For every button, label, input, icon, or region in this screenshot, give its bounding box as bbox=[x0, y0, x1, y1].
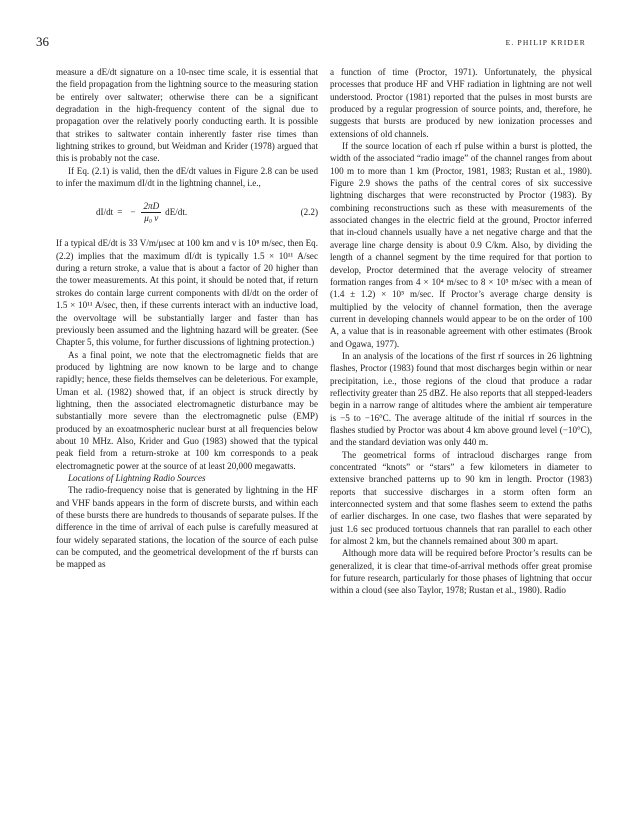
equation-rest: dE/dt. bbox=[165, 207, 188, 218]
equation-2-2 bbox=[56, 198, 318, 226]
right-paragraph-1: a function of time (Proctor, 1971). Unfortunately, the physical processes that produce HF and VHF radiation in lightning are not well understood. Proctor (1981) reported that the pulses in most bursts are produced by a regular progression of source points, and, therefore, he suggests that bursts are produced by new ionization processes and extensions of old channels. bbox=[330, 67, 592, 139]
equation-equals: = bbox=[117, 207, 123, 218]
left-column bbox=[56, 66, 318, 571]
left-paragraph-1: measure a dE/dt signature on a 10-nsec time scale, it is essential that the field propagation from the lightning source to the measuring station be entirely over saltwater; otherwise there can be a significant degradation in the high-frequency content of the signal due to propagation over the relatively poorly conducting earth. It is possible that strikes to saltwater contain inherently faster rise times than lightning strikes to ground, but Weidman and Krider (1978) argued that this is probably not the case. bbox=[56, 67, 318, 164]
right-paragraph-3: In an analysis of the locations of the first rf sources in 26 lightning flashes, Proctor (1983) found that most discharges begin within or near precipitation, i.e., those regions of the cloud that produce a radar reflectivity greater than 25 dBZ. He also reports that all stepped-leaders begin in a narrow range of altitudes where the ambient air temperature is −5 to −16°C. The average altitude of the initial rf sources in the flashes studied by Proctor was about 4 km above ground level (−10°C), and the standard deviation was only 440 m. bbox=[330, 350, 592, 448]
section-heading: Locations of Lightning Radio Sources bbox=[68, 472, 206, 483]
page-number: 36 bbox=[36, 34, 49, 49]
equation-number: (2.2) bbox=[300, 207, 318, 218]
equation-minus: − bbox=[130, 207, 136, 218]
left-paragraph-5: The radio-frequency noise that is generated by lightning in the HF and VHF bands appears in the form of discrete bursts, and within each of these bursts there are hundreds to thousands of separate pulses. If the difference in the time of arrival of each pulse is carefully measured at four widely separated stations, the location of the source of each pulse can be computed, and the geometrical development of the rf bursts can be mapped as bbox=[56, 485, 318, 570]
left-paragraph-3: If a typical dE/dt is 33 V/m/μsec at 100 km and v is 10⁸ m/sec, then Eq. (2.2) implies that the maximum dI/dt is typically 1.5 × 10¹¹ A/sec during a return stroke, a value that is about a factor of 20 higher than the tower measurements. At this point, it should be noted that, if return strokes do contain large current components with dI/dt on the order of 1.5 × 10¹¹ A/sec, then, if these currents interact with an inductive load, the overvoltage will be substantially larger and faster than has previously been assumed and the lightning hazard will be greater. (See Chapter 5, this volume, for further discussions of lightning protection.) bbox=[56, 238, 318, 348]
right-column bbox=[330, 66, 592, 597]
right-paragraph-4: The geometrical forms of intracloud discharges range from concentrated “knots” or “stars” a few kilometers in diameter to extensive branched patterns up to 90 km in length. Proctor (1983) reports that successive discharges in a storm often form an interconnected system and that some flashes seem to extend the paths of earlier discharges. In one case, two flashes that were separated by just 1.6 sec produced tortuous channels that ran parallel to each other for almost 2 km, but the channels remained about 300 m apart. bbox=[330, 449, 592, 547]
right-paragraph-5: Although more data will be required before Proctor’s results can be generalized, it is clear that time-of-arrival methods offer great promise for future research, particularly for those phases of lightning that occur within a cloud (see also Taylor, 1978; Rustan et al., 1980). Radio bbox=[330, 548, 592, 596]
equation-lhs: dI/dt bbox=[96, 207, 114, 218]
left-paragraph-4: As a final point, we note that the electromagnetic fields that are produced by lightning are now known to be large and to change rapidly; hence, these fields themselves can be deleterious. For example, Uman et al. (1982) showed that, if an object is struck directly by lightning, then the associated electromagnetic disturbance may be substantially more severe than the electromagnetic pulse (EMP) produced by an exoatmospheric nuclear burst at all frequencies below about 10 MHz. Also, Krider and Guo (1983) showed that the typical peak field from a return-stroke at 100 km corresponds to a peak electromagnetic power at the source of at least 20,000 megawatts. bbox=[56, 349, 318, 471]
equation-fraction bbox=[141, 201, 161, 224]
right-paragraph-2: If the source location of each rf pulse within a burst is plotted, the width of the associated “radio image” of the channel ranges from about 100 m to more than 1 km (Proctor, 1981, 1983; Rustan et al., 1980). Figure 2.9 shows the paths of the central cores of six successive lightning discharges that were reconstructed by Proctor (1983). By combining reconstructions such as these with measurements of the associated changes in the electric field at the ground, Proctor inferred that in-cloud channels usually have a net negative charge and that the average line charge density is about 0.9 C/km. Also, by dividing the length of a channel segment by the time required for that portion to develop, Proctor determined that the average velocity of streamer formation ranges from 4 × 10⁴ m/sec to 8 × 10⁵ m/sec with a mean of (1.4 ± 1.2) × 10⁵ m/sec. If Proctor’s average charge density is multiplied by the velocity of channel formation, then the average current in developing channels would appear to be on the order of 100 A, a value that is in reasonable agreement with other estimates (Brook and Ogawa, 1977). bbox=[330, 141, 592, 349]
equation-denominator: μ₀ v bbox=[144, 212, 159, 223]
equation-numerator: 2πD bbox=[143, 200, 160, 211]
running-head: E. PHILIP KRIDER bbox=[505, 38, 586, 47]
left-paragraph-2: If Eq. (2.1) is valid, then the dE/dt values in Figure 2.8 can be used to infer the maximum dI/dt in the lightning channel, i.e., bbox=[56, 165, 318, 189]
